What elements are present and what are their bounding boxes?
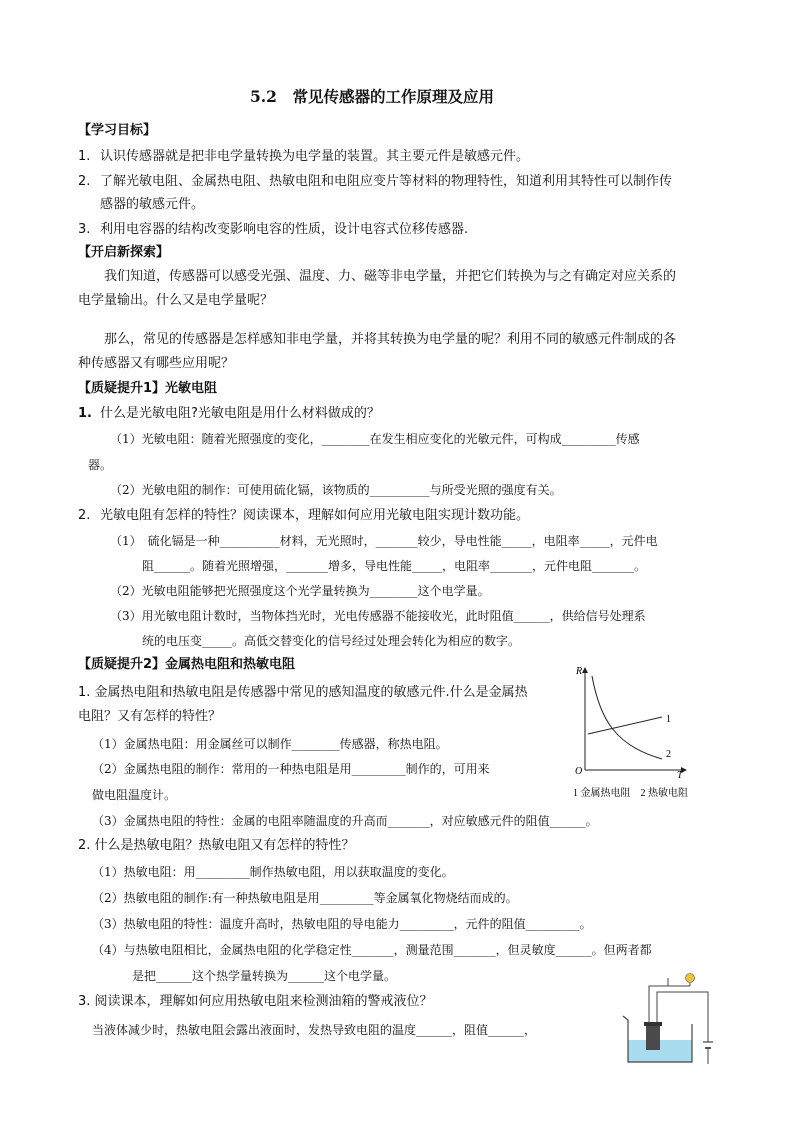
s2-question-2-part-2: （2）热敏电阻的制作:有一种热敏电阻是用_________等金属氧化物烧结而成的。 bbox=[92, 891, 518, 905]
origin-label: O bbox=[575, 766, 583, 777]
graph-caption: 1 金属热电阻 2 热敏电阻 bbox=[573, 788, 688, 799]
question-2-part-1-cont: 阻______。随着光照增强，_______增多，导电性能_____，电阻率_______，元件电阻_______。 bbox=[142, 559, 647, 573]
question-1-part-1: （1）光敏电阻：随着光照强度的变化，________在发生相应变化的光敏元件，可构成_________传感 bbox=[110, 432, 640, 446]
question-2-part-2: （2）光敏电阻能够把光照强度这个光学量转换为________这个电学量。 bbox=[110, 584, 490, 598]
section-heading-thermistor: 【质疑提升2】金属热电阻和热敏电阻 bbox=[78, 657, 296, 672]
question-2: 光敏电阻有怎样的特性？阅读课本，理解如何应用光敏电阻实现计数功能。 bbox=[100, 508, 530, 523]
goal-item-number: 2. bbox=[78, 174, 91, 189]
liquid-level-apparatus bbox=[620, 968, 720, 1068]
explore-paragraph-2-cont: 种传感器又有哪些应用呢？ bbox=[78, 356, 235, 371]
curve-label-2: 2 bbox=[666, 749, 671, 760]
s2-question-2-part-1: （1）热敏电阻：用_________制作热敏电阻，用以获取温度的变化。 bbox=[92, 865, 454, 879]
explore-paragraph-1: 我们知道，传感器可以感受光强、温度、力、磁等非电学量，并把它们转换为与之有确定对应关系的 bbox=[104, 269, 677, 284]
s2-question-1-cont: 电阻？又有怎样的特性？ bbox=[78, 709, 222, 724]
y-axis-label: R bbox=[576, 666, 583, 677]
x-axis-label: T bbox=[677, 770, 683, 781]
question-number: 2. bbox=[78, 508, 91, 523]
goal-item-3: 利用电容器的结构改变影响电容的性质，设计电容式位移传感器. bbox=[100, 222, 469, 237]
s2-question-3-text: 当液体减少时，热敏电阻会露出液面时，发热导致电阻的温度______，阻值______， bbox=[92, 1023, 537, 1037]
goal-item-number: 1. bbox=[78, 149, 91, 164]
question-2-part-1: （1） 硫化镉是一种__________材料，无光照时，_______较少，导电性能_____，电阻率_____，元件电 bbox=[110, 534, 658, 548]
s2-question-1-part-2: （2）金属热电阻的制作：常用的一种热电阻是用_________制作的，可用来 bbox=[92, 762, 490, 776]
thermistor-curve bbox=[592, 676, 662, 759]
thermistor-sensor bbox=[646, 1024, 660, 1050]
metal-resistor-line bbox=[588, 717, 662, 734]
explore-paragraph-1-cont: 电学量输出。什么又是电学量呢？ bbox=[78, 293, 274, 308]
section-heading-explore: 【开启新探索】 bbox=[78, 245, 170, 260]
s2-question-2: 2. 什么是热敏电阻？热敏电阻又有怎样的特性？ bbox=[78, 838, 355, 853]
s2-question-3: 3. 阅读课本，理解如何应用热敏电阻来检测油箱的警戒液位？ bbox=[78, 994, 433, 1009]
question-1: 什么是光敏电阻?光敏电阻是用什么材料做成的？ bbox=[100, 406, 380, 421]
resistance-temperature-graph bbox=[568, 660, 718, 805]
goal-item-2: 了解光敏电阻、金属热电阻、热敏电阻和电阻应变片等材料的物理特性，知道利用其特性可以制作传 bbox=[100, 174, 673, 189]
question-1-part-1-cont: 器。 bbox=[88, 458, 113, 472]
goal-item-1: 认识传感器就是把非电学量转换为电学量的装置。其主要元件是敏感元件。 bbox=[100, 149, 530, 164]
question-2-part-3-cont: 统的电压变_____。高低交替变化的信号经过处理会转化为相应的数字。 bbox=[142, 634, 521, 648]
bulb-icon bbox=[686, 974, 695, 983]
page-title: 5.2 常见传感器的工作原理及应用 bbox=[250, 87, 494, 106]
s2-question-1-part-3: （3）金属热电阻的特性：金属的电阻率随温度的升高而_______，对应敏感元件的阻值______。 bbox=[92, 814, 598, 828]
explore-paragraph-2: 那么，常见的传感器是怎样感知非电学量，并将其转换为电学量的呢？利用不同的敏感元件制成的各 bbox=[104, 332, 677, 347]
question-2-part-3: （3）用光敏电阻计数时，当物体挡光时，光电传感器不能接收光，此时阻值______，供给信号处理系 bbox=[110, 609, 646, 623]
question-1-part-2: （2）光敏电阻的制作：可使用硫化镉，该物质的__________与所受光照的强度有关。 bbox=[110, 483, 562, 497]
goal-item-number: 3. bbox=[78, 222, 91, 237]
question-number: 1. bbox=[78, 406, 92, 421]
s2-question-2-part-4-cont: 是把______这个热学量转换为______这个电学量。 bbox=[132, 969, 397, 983]
section-heading-goals: 【学习目标】 bbox=[78, 123, 157, 138]
s2-question-1-part-1: （1）金属热电阻：用金属丝可以制作________传感器，称热电阻。 bbox=[92, 737, 448, 751]
curve-label-1: 1 bbox=[666, 714, 671, 725]
section-heading-photoresistor: 【质疑提升1】光敏电阻 bbox=[78, 381, 218, 396]
s2-question-2-part-3: （3）热敏电阻的特性：温度升高时，热敏电阻的导电能力_________，元件的阻值_________。 bbox=[92, 917, 592, 931]
goal-item-2-cont: 感器的敏感元件。 bbox=[100, 197, 205, 212]
s2-question-2-part-4: （4）与热敏电阻相比，金属热电阻的化学稳定性_______，测量范围_______，但灵敏度______。但两者都 bbox=[92, 943, 652, 957]
s2-question-1: 1. 金属热电阻和热敏电阻是传感器中常见的感知温度的敏感元件.什么是金属热 bbox=[78, 685, 528, 700]
s2-question-1-part-2-cont: 做电阻温度计。 bbox=[92, 788, 177, 802]
